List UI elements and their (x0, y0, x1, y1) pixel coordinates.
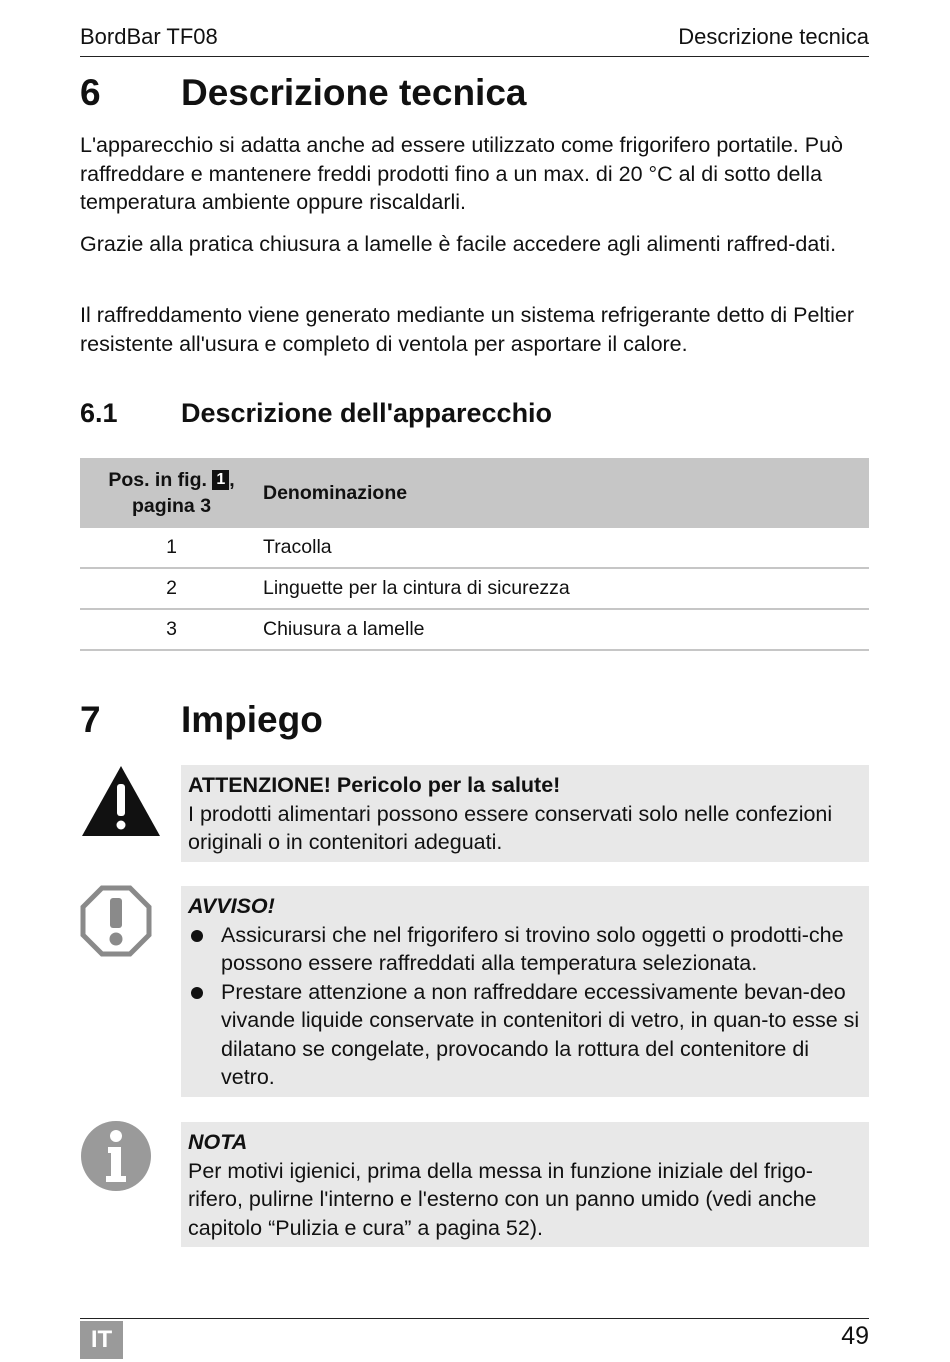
header-product: BordBar TF08 (80, 24, 218, 49)
column-header-name: Denominazione (263, 458, 869, 528)
manual-page (80, 0, 869, 1362)
running-header (80, 24, 869, 57)
language-badge: IT (80, 1321, 123, 1359)
notice-box (181, 886, 869, 1097)
table-cell-name: Linguette per la cintura di sicurezza (263, 568, 869, 609)
table-cell-pos: 3 (80, 609, 263, 650)
section-6-1-number: 6.1 (80, 398, 118, 428)
section-6-1-heading (80, 398, 552, 429)
section-6-1-title: Descrizione dell'apparecchio (181, 398, 553, 428)
bullet-icon (191, 987, 203, 999)
table-row (80, 568, 869, 609)
notice-title: AVVISO! (188, 894, 275, 918)
note-text: Per motivi igienici, prima della messa in funzione iniziale del frigo-rifero, pulirne l'interno e l'esterno con un panno umido (vedi anche capitolo “Pulizia e cura” a pagina 52). (188, 1158, 817, 1240)
warning-triangle-icon (80, 764, 162, 838)
paragraph-1: L'apparecchio si adatta anche ad essere utilizzato come frigorifero portatile. Può raffreddare e mantenere freddi prodotti fino a un max. di 20 °C al di sotto della temperatura ambiente oppure riscaldarli. (80, 133, 844, 214)
section-6-number: 6 (80, 72, 101, 113)
notice-list (188, 921, 861, 1092)
section-7-number: 7 (80, 699, 101, 740)
footer-divider (80, 1318, 869, 1319)
warning-text: I prodotti alimentari possono essere conservati solo nelle confezioni originali o in contenitori adeguati. (188, 801, 833, 854)
list-item: Assicurarsi che nel frigorifero si trovino solo oggetti o prodotti-che possono essere raffreddati alla temperatura selezionata. (188, 921, 861, 978)
table-header-row (80, 458, 869, 528)
header-chapter: Descrizione tecnica (678, 24, 869, 49)
table-cell-pos: 2 (80, 568, 263, 609)
column-header-position: Pos. in fig. 1 , pagina 3 (80, 458, 263, 528)
section-7-title: Impiego (181, 699, 323, 740)
page-number: 49 (841, 1322, 869, 1350)
warning-title: ATTENZIONE! Pericolo per la salute! (188, 773, 561, 797)
figure-ref-badge: 1 (212, 470, 229, 490)
section-7-heading (80, 699, 323, 741)
note-box (181, 1122, 869, 1247)
note-title: NOTA (188, 1130, 248, 1154)
paragraph-2: Grazie alla pratica chiusura a lamelle è facile accedere agli alimenti raffred-dati. (80, 232, 837, 256)
info-icon (80, 1120, 152, 1192)
section-6-title: Descrizione tecnica (181, 72, 527, 113)
bullet-icon (191, 930, 203, 942)
warning-box (181, 765, 869, 862)
table-cell-name: Tracolla (263, 528, 869, 568)
section-6-heading (80, 72, 526, 114)
table-row (80, 528, 869, 568)
table-row (80, 609, 869, 650)
paragraph-3: Il raffreddamento viene generato mediante un sistema refrigerante detto di Peltier resistente all'usura e completo di ventola per asportare il calore. (80, 303, 855, 356)
notice-octagon-icon (80, 885, 152, 957)
table-cell-pos: 1 (80, 528, 263, 568)
parts-table (80, 458, 869, 651)
list-item: Prestare attenzione a non raffreddare eccessivamente bevan-deo vivande liquide conservate in contenitori di vetro, in quan-to esse si dilatano se congelate, provocando la rottura del contenitore di vetro. (188, 978, 861, 1092)
table-cell-name: Chiusura a lamelle (263, 609, 869, 650)
